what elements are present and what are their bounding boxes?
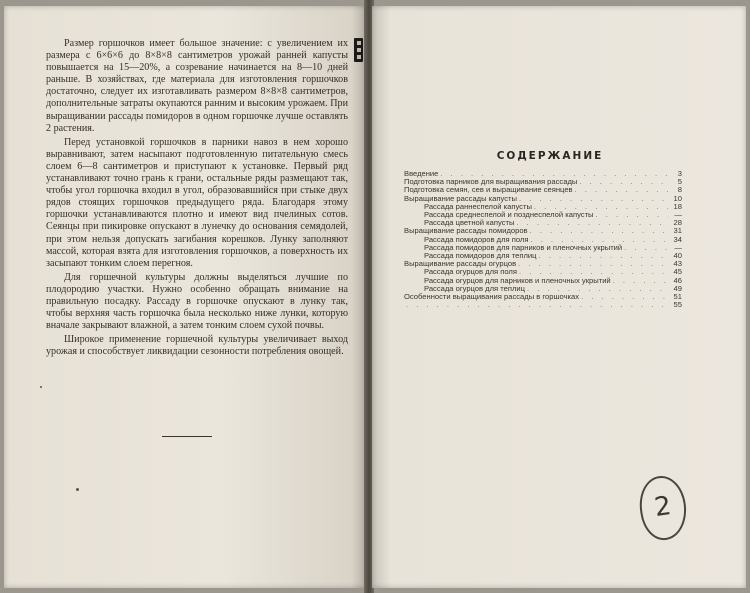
toc-entry-label: Подготовка парников для выращивания рассады [404, 177, 578, 187]
toc-entry-label: Рассада раннеспелой капусты [424, 201, 532, 211]
toc-entry-page: 40 [673, 251, 682, 261]
toc-entry-page: 45 [673, 267, 682, 277]
toc-entry-label: Рассада огурцов для парников и пленочных укрытий [424, 275, 611, 285]
toc-entry-page: 3 [677, 169, 682, 178]
toc-entry-page: — [674, 242, 682, 252]
table-of-contents [404, 170, 682, 309]
toc-entry-page: 51 [673, 292, 682, 302]
toc-entry-label: Выращивание рассады капусты [404, 193, 517, 203]
toc-leader-dots [404, 301, 668, 309]
toc-entry-label: Особенности выращивания рассады в горшочках [404, 292, 580, 302]
toc-leader-dots [573, 186, 668, 194]
toc-leader-dots [622, 244, 668, 252]
toc-entry-page: 18 [673, 201, 682, 211]
toc-entry-label: Рассада цветной капусты [424, 218, 515, 228]
toc-entry [404, 301, 682, 309]
toc-leader-dots [517, 195, 668, 203]
toc-title: СОДЕРЖАНИЕ [496, 150, 604, 162]
toc-entry-page: 55 [673, 300, 682, 310]
toc-entry-page: 5 [677, 177, 682, 187]
paragraph: Размер горшочков имеет большое значение: с увеличением их размера с 6×6×6 до 8×8×8 сантиметров урожай ранней капусты повышается на 15—20%, а созревание начинается на 8—10 дней раньше. В хозяйствах, где материала для изготовления горшочков достаточно, следует их изготавливать размером 8×8×8 сантиметров, дополнительные затраты окупаются ранним и высоким урожаем. При выращивании рассады помидоров в одном горшочке лучше оставлять 2 растения. [46, 38, 348, 134]
toc-entry-page: 43 [673, 259, 682, 269]
toc-entry-label: Рассада огурцов для теплиц [424, 283, 526, 293]
handwritten-number-stamp: 2 [636, 473, 690, 543]
toc-entry-page: 8 [677, 185, 682, 195]
toc-leader-dots [594, 211, 668, 219]
toc-entry-label: Выращивание рассады огурцов [404, 259, 517, 269]
paper-speck [40, 386, 42, 388]
paragraph: Для горшечной культуры должны выделяться лучшие по плодородию участки. Нужно особенно обращать внимание на правильную посадку. Рассаду в горшочке опускают в лунку так, чтобы верхняя часть горшочка была несколько ниже лунки, которую вначале закрывают влажной, а затем тонким слоем сухой почвы. [46, 271, 348, 332]
toc-entry-page: 28 [673, 218, 682, 228]
toc-entry-page: — [674, 210, 682, 220]
toc-entry-page: 46 [673, 275, 682, 285]
end-rule [162, 436, 212, 437]
toc-entry-label: Рассада помидоров для парников и пленочных укрытий [424, 242, 623, 252]
paper-speck [76, 488, 79, 491]
toc-leader-dots [611, 277, 668, 285]
toc-leader-dots [579, 293, 668, 301]
toc-entry-label: Введение [404, 169, 439, 178]
toc-entry-label: Рассада огурцов для поля [424, 267, 517, 277]
toc-entry-page: 10 [673, 193, 682, 203]
toc-entry-page: 31 [673, 226, 682, 236]
left-page-body [46, 38, 348, 360]
toc-entry-label: Выращивание рассады помидоров [404, 226, 528, 236]
toc-entry-label: Рассада помидоров для теплиц [424, 251, 537, 261]
page-tab-marker [354, 38, 363, 62]
toc-leader-dots [577, 178, 668, 186]
toc-entry-label: Подготовка семян, сев и выращивание сеянцев [404, 185, 573, 195]
paragraph: Перед установкой горшочков в парники навоз в нем хорошо выравнивают, затем насыпают подготовленную питательную смесь слоем 6—8 сантиметров и приступают к установке. Первый ряд устанавливают точно грань к грани, остальные ряды размещают так, чтобы угол горшочка входил в угол, образовавшийся при стыке двух рядов стоящих горшочков предыдущего ряда. Благодаря этому горшочки устанавливаются плотно и имеют вид пчелиных сотов. Сеянцы при пикировке опускают в лунечку до основания семядолей, при этом нельзя допускать загибания корешков. Лунку заполняют массой, которая взята для изготовления горшочков, а поверхность их засыпают тонким слоем перегноя. [46, 136, 348, 269]
toc-entry [404, 293, 682, 301]
paragraph: Широкое применение горшечной культуры увеличивает выход урожая и способствует ликвидации сезонности потребления овощей. [46, 334, 348, 358]
toc-entry-label: Рассада среднеспелой и позднеспелой капусты [424, 210, 594, 220]
toc-entry-page: 34 [673, 234, 682, 244]
toc-leader-dots [516, 260, 668, 268]
toc-leader-dots [537, 252, 669, 260]
toc-entry-page: 49 [673, 283, 682, 293]
toc-leader-dots [514, 219, 668, 227]
toc-entry-label: Рассада помидоров для поля [424, 234, 529, 244]
toc-leader-dots [528, 227, 668, 235]
